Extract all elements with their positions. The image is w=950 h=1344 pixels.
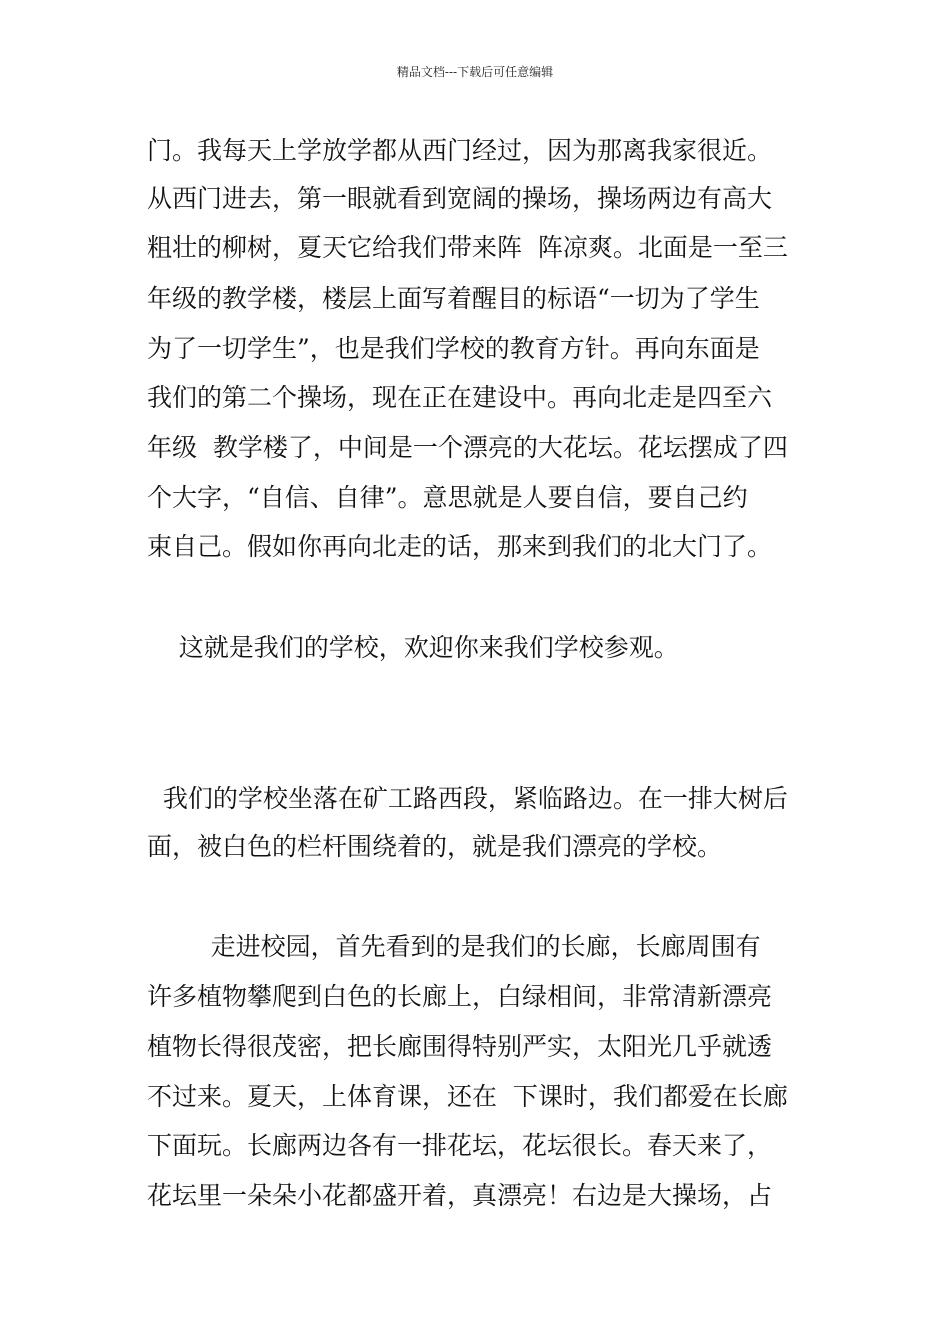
- paragraph-line: 面，被白色的栏杆围绕着的，就是我们漂亮的学校。: [147, 832, 723, 861]
- paragraph-line: 从西门进去，第一眼就看到宽阔的操场，操场两边有高大: [147, 184, 773, 213]
- paragraph-line: 下面玩。长廊两边各有一排花坛，花坛很长。春天来了，: [147, 1131, 773, 1160]
- paragraph-line: 束自己。假如你再向北走的话，那来到我们的北大门了。: [147, 532, 773, 561]
- paragraph-line: 门。我每天上学放学都从西门经过，因为那离我家很近。: [147, 136, 773, 165]
- paragraph-line: 这就是我们的学校，欢迎你来我们学校参观。: [147, 633, 679, 662]
- paragraph-line: 不过来。夏天，上体育课，还在 下课时，我们都爱在长廊: [147, 1082, 788, 1111]
- paragraph-line: 年级的教学楼，楼层上面写着醒目的标语“一切为了学生: [147, 284, 760, 313]
- paragraph-line: 我们的学校坐落在矿工路西段，紧临路边。在一排大树后: [147, 784, 788, 813]
- paragraph-line: 我们的第二个操场，现在正在建设中。再向北走是四至六: [147, 383, 773, 412]
- paragraph-line: 走进校园，首先看到的是我们的长廊，长廊周围有: [147, 932, 761, 961]
- paragraph-line: 许多植物攀爬到白色的长廊上，白绿相间，非常清新漂亮: [147, 982, 773, 1011]
- paragraph-line: 年级 教学楼了，中间是一个漂亮的大花坛。花坛摆成了四: [147, 433, 788, 462]
- paragraph-line: 个大字，“自信、自律”。意思就是人要自信，要自己约: [147, 483, 748, 512]
- paragraph-line: 花坛里一朵朵小花都盛开着，真漂亮！右边是大操场，占: [147, 1181, 773, 1210]
- paragraph-line: 植物长得很茂密，把长廊围得特别严实，太阳光几乎就透: [147, 1032, 773, 1061]
- paragraph-line: 粗壮的柳树，夏天它给我们带来阵 阵凉爽。北面是一至三: [147, 233, 788, 262]
- paragraph-line: 为了一切学生”，也是我们学校的教育方针。再向东面是: [147, 334, 760, 363]
- page-header: 精品文档---下载后可任意编辑: [396, 65, 554, 79]
